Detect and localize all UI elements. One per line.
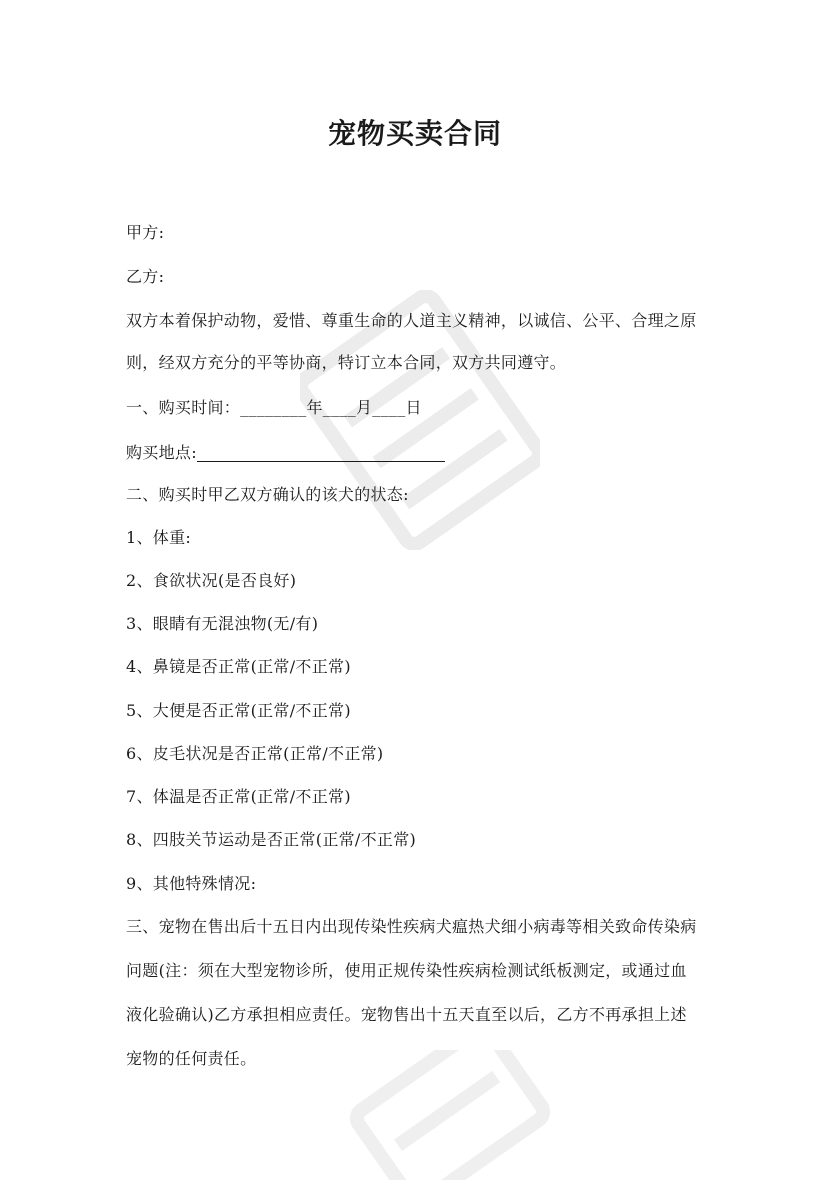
purchase-place-blank (197, 441, 445, 462)
purchase-place-label: 购买地点: (126, 443, 197, 462)
condition-item: 6、皮毛状况是否正常(正常/不正常) (126, 744, 384, 763)
condition-item: 3、眼睛有无混浊物(无/有) (126, 614, 319, 633)
watermark-logo-icon-bottom (330, 1050, 570, 1180)
purchase-time: 一、购买时间：________年____月____日 (126, 398, 422, 417)
condition-item: 4、鼻镜是否正常(正常/不正常) (126, 657, 351, 676)
condition-item: 2、食欲状况(是否良好) (126, 571, 297, 590)
preamble-line-2: 则，经双方充分的平等协商，特订立本合同，双方共同遵守。 (126, 353, 567, 372)
section-3-line: 三、宠物在售出后十五日内出现传染性疾病犬瘟热犬细小病毒等相关致命传染病 (126, 917, 697, 936)
condition-item: 5、大便是否正常(正常/不正常) (126, 701, 351, 720)
section-3-line: 液化验确认)乙方承担相应责任。宠物售出十五天直至以后，乙方不再承担上述 (126, 1005, 687, 1024)
section-3-line: 问题(注：须在大型宠物诊所，使用正规传染性疾病检测试纸板测定，或通过血 (126, 961, 687, 980)
purchase-place (126, 441, 445, 464)
section-2-heading: 二、购买时甲乙双方确认的该犬的状态: (126, 485, 409, 504)
condition-item: 8、四肢关节运动是否正常(正常/不正常) (126, 830, 417, 849)
party-a-label: 甲方: (126, 223, 165, 242)
section-3-line: 宠物的任何责任。 (126, 1049, 257, 1068)
condition-item: 1、体重: (126, 528, 192, 547)
document-title: 宠物买卖合同 (327, 117, 502, 150)
condition-item: 7、体温是否正常(正常/不正常) (126, 787, 351, 806)
party-b-label: 乙方: (126, 267, 165, 286)
preamble-line-1: 双方本着保护动物，爱惜、尊重生命的人道主义精神，以诚信、公平、合理之原 (126, 311, 697, 330)
condition-item: 9、其他特殊情况: (126, 874, 257, 893)
